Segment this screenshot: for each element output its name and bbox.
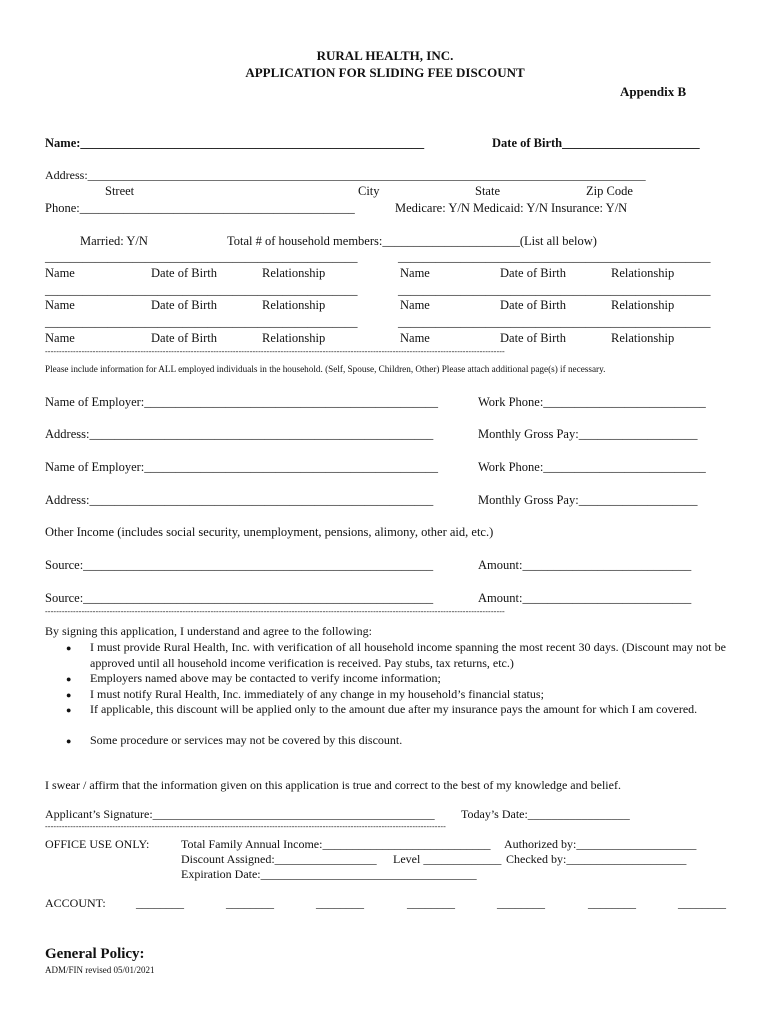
- account-blank[interactable]: ________: [497, 896, 545, 910]
- household-line[interactable]: __________________________________________________: [398, 250, 711, 264]
- employer-address-field[interactable]: Address:_______________________________________________________: [45, 427, 434, 441]
- income-source-field[interactable]: Source:________________________________________________________: [45, 591, 434, 605]
- household-count-field[interactable]: Total # of household members:______________________(List all below): [227, 234, 597, 248]
- address-field[interactable]: Address:_____________________________________________________________________________________________: [45, 168, 646, 182]
- agreement-intro: By signing this application, I understand and agree to the following:: [45, 624, 372, 638]
- todays-date-field[interactable]: Today’s Date:_________________: [461, 807, 630, 821]
- household-dob-label: Date of Birth: [151, 331, 217, 345]
- income-amount-field[interactable]: Amount:___________________________: [478, 558, 692, 572]
- household-line[interactable]: __________________________________________________: [398, 283, 711, 297]
- household-relationship-label: Relationship: [611, 331, 675, 345]
- org-title: RURAL HEALTH, INC.: [316, 48, 454, 63]
- affirmation-text: I swear / affirm that the information given on this application is true and correct to the best of my knowledge and belief.: [45, 778, 621, 792]
- employer-address-field[interactable]: Address:_______________________________________________________: [45, 493, 434, 507]
- agreement-item: I must provide Rural Health, Inc. with verification of all household income spanning the most recent 30 days. (Discount may not be approved until all household income verification is received. Pay stubs, tax returns, etc.): [90, 640, 726, 670]
- expiration-date-field[interactable]: Expiration Date:____________________________________: [181, 867, 477, 881]
- monthly-pay-field[interactable]: Monthly Gross Pay:___________________: [478, 427, 698, 441]
- agreement-item: I must notify Rural Health, Inc. immediately of any change in my household’s financial status;: [90, 687, 544, 701]
- family-income-field[interactable]: Total Family Annual Income:____________________________: [181, 837, 491, 851]
- household-line[interactable]: __________________________________________________: [45, 283, 358, 297]
- household-line[interactable]: __________________________________________________: [45, 315, 358, 329]
- agreement-item: If applicable, this discount will be applied only to the amount due after my insurance pays the amount for which I am covered.: [90, 702, 698, 716]
- work-phone-field[interactable]: Work Phone:__________________________: [478, 395, 706, 409]
- married-field[interactable]: Married: Y/N: [80, 234, 148, 248]
- household-name-label: Name: [45, 298, 75, 312]
- revision-note: ADM/FIN revised 05/01/2021: [45, 965, 155, 975]
- other-income-label: Other Income (includes social security, unemployment, pensions, alimony, other aid, etc.): [45, 525, 494, 539]
- household-dob-label: Date of Birth: [500, 298, 566, 312]
- office-use-label: OFFICE USE ONLY:: [45, 837, 150, 851]
- household-name-label: Name: [400, 331, 430, 345]
- employer-name-field[interactable]: Name of Employer:_______________________________________________: [45, 460, 439, 474]
- household-dob-label: Date of Birth: [151, 298, 217, 312]
- coverage-options[interactable]: Medicare: Y/N Medicaid: Y/N Insurance: Y/N: [395, 201, 628, 215]
- account-blank[interactable]: ________: [136, 896, 184, 910]
- account-blank[interactable]: ________: [316, 896, 364, 910]
- employment-note: Please include information for ALL employed individuals in the household. (Self, Spouse, Children, Other) Please attach additional page(s) if necessary.: [45, 364, 606, 374]
- bullet-icon: ●: [66, 736, 72, 746]
- bullet-icon: ●: [66, 643, 72, 653]
- city-label: City: [358, 184, 380, 198]
- employer-name-field[interactable]: Name of Employer:_______________________________________________: [45, 395, 439, 409]
- general-policy-heading: General Policy:: [45, 946, 145, 962]
- state-label: State: [475, 184, 500, 198]
- household-relationship-label: Relationship: [262, 331, 326, 345]
- bullet-icon: ●: [66, 705, 72, 715]
- bullet-icon: ●: [66, 690, 72, 700]
- income-source-field[interactable]: Source:________________________________________________________: [45, 558, 434, 572]
- applicant-signature-field[interactable]: Applicant’s Signature:_______________________________________________: [45, 807, 435, 821]
- household-dob-label: Date of Birth: [151, 266, 217, 280]
- name-field[interactable]: Name:_______________________________________________________: [45, 136, 425, 150]
- household-line[interactable]: __________________________________________________: [398, 315, 711, 329]
- work-phone-field[interactable]: Work Phone:__________________________: [478, 460, 706, 474]
- checked-by-field[interactable]: Checked by:____________________: [506, 852, 687, 866]
- household-relationship-label: Relationship: [262, 266, 326, 280]
- household-relationship-label: Relationship: [611, 266, 675, 280]
- household-dob-label: Date of Birth: [500, 266, 566, 280]
- dob-field[interactable]: Date of Birth______________________: [492, 136, 700, 150]
- household-name-label: Name: [400, 298, 430, 312]
- account-blank[interactable]: ________: [678, 896, 726, 910]
- account-blank[interactable]: ________: [588, 896, 636, 910]
- phone-field[interactable]: Phone:____________________________________________: [45, 201, 355, 215]
- street-label: Street: [105, 184, 135, 198]
- household-relationship-label: Relationship: [262, 298, 326, 312]
- zip-label: Zip Code: [586, 184, 633, 198]
- account-blank[interactable]: ________: [226, 896, 274, 910]
- authorized-by-field[interactable]: Authorized by:____________________: [504, 837, 697, 851]
- household-name-label: Name: [45, 266, 75, 280]
- bullet-icon: ●: [66, 674, 72, 684]
- discount-assigned-field[interactable]: Discount Assigned:_________________: [181, 852, 377, 866]
- appendix-label: Appendix B: [620, 84, 687, 99]
- income-amount-field[interactable]: Amount:___________________________: [478, 591, 692, 605]
- household-dob-label: Date of Birth: [500, 331, 566, 345]
- monthly-pay-field[interactable]: Monthly Gross Pay:___________________: [478, 493, 698, 507]
- household-line[interactable]: __________________________________________________: [45, 250, 358, 264]
- section-divider: --------------------------------------------------------------------------------------------------------------------------------------------------------------------: [45, 348, 505, 356]
- account-label: ACCOUNT:: [45, 896, 106, 910]
- account-blank[interactable]: ________: [407, 896, 455, 910]
- office-divider: -----------------------------------------------------------------------------------------------------------------------------------------------: [45, 823, 446, 831]
- household-name-label: Name: [400, 266, 430, 280]
- form-title: APPLICATION FOR SLIDING FEE DISCOUNT: [245, 65, 525, 80]
- household-name-label: Name: [45, 331, 75, 345]
- agreement-item: Some procedure or services may not be covered by this discount.: [90, 733, 403, 747]
- household-relationship-label: Relationship: [611, 298, 675, 312]
- section-divider: --------------------------------------------------------------------------------------------------------------------------------------------------------------------: [45, 608, 505, 616]
- agreement-item: Employers named above may be contacted to verify income information;: [90, 671, 441, 685]
- level-field[interactable]: Level _____________: [393, 852, 502, 866]
